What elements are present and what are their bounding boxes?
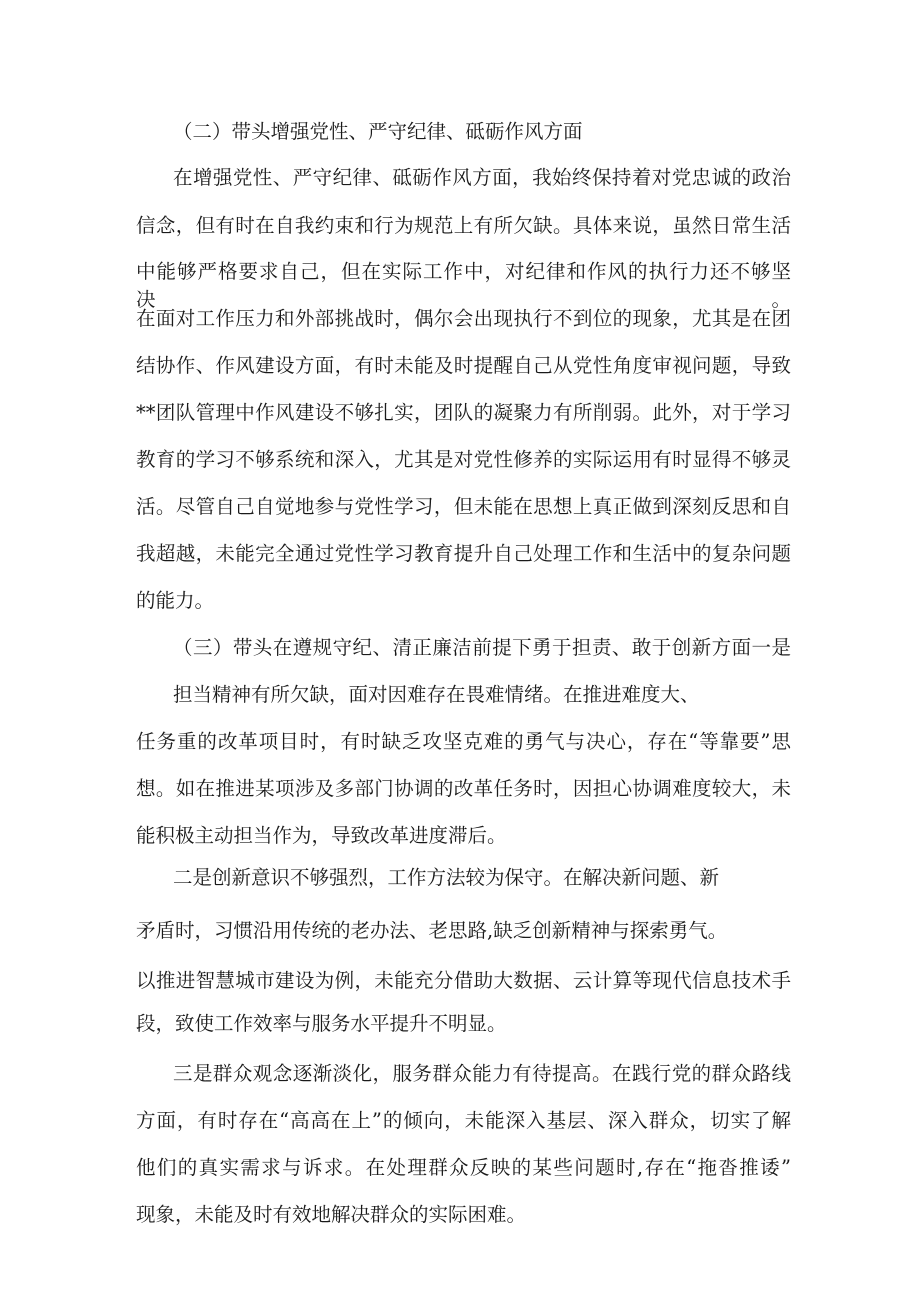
paragraph-line: 在面对工作压力和外部挑战时，偶尔会出现执行不到位的现象，尤其是在团 bbox=[136, 307, 791, 330]
paragraph-line: 活。尽管自己自觉地参与党性学习，但未能在思想上真正做到深刻反思和自 bbox=[136, 495, 791, 518]
paragraph-line: 结协作、作风建设方面，有时未能及时提醒自己从党性角度审视问题，导致 bbox=[136, 354, 791, 377]
paragraph-line: 现象，未能及时有效地解决群众的实际困难。 bbox=[136, 1203, 527, 1226]
paragraph-line: 任务重的改革项目时，有时缺乏攻坚克难的勇气与决心，存在“等靠要”思 bbox=[136, 730, 791, 753]
paragraph-line: 三是群众观念逐渐淡化，服务群众能力有待提高。在践行党的群众路线 bbox=[173, 1062, 791, 1085]
paragraph-line: 担当精神有所欠缺，面对因难存在畏难情绪。在推进难度大、 bbox=[173, 683, 700, 706]
paragraph-line: 教育的学习不够系统和深入，尤其是对党性修养的实际运用有时显得不够灵 bbox=[136, 448, 791, 471]
paragraph-line: 信念，但有时在自我约束和行为规范上有所欠缺。具体来说，虽然日常生活 bbox=[136, 214, 791, 237]
paragraph-line: 想。如在推进某项涉及多部门协调的改革任务时，因担心协调难度较大，未 bbox=[136, 777, 791, 800]
paragraph-line: 方面，有时存在“高高在上”的倾向，未能深入基层、深入群众，切实了解 bbox=[136, 1109, 791, 1132]
paragraph-line: 我超越，未能完全通过党性学习教育提升自己处理工作和生活中的复杂问题 bbox=[136, 542, 791, 565]
paragraph-line: 能积极主动担当作为，导致改革进度滞后。 bbox=[136, 824, 507, 847]
paragraph-line: 的能力。 bbox=[136, 589, 215, 612]
paragraph-line: **团队管理中作风建设不够扎实，团队的凝聚力有所削弱。此外，对于学习 bbox=[136, 401, 791, 424]
paragraph-line: 矛盾时，习惯沿用传统的老办法、老思路,缺乏创新精神与探索勇气。 bbox=[136, 919, 728, 942]
paragraph-line: 中能够严格要求自己，但在实际工作中，对纪律和作风的执行力还不够坚决。 bbox=[136, 260, 791, 311]
paragraph-line: 他们的真实需求与诉求。在处理群众反映的某些问题时,存在“拖沓推诿” bbox=[136, 1156, 791, 1179]
section-heading-3: （三）带头在遵规守纪、清正廉洁前提下勇于担责、敢于创新方面一是 bbox=[173, 636, 791, 659]
paragraph-line: 在增强党性、严守纪律、砥砺作风方面，我始终保持着对党忠诚的政治 bbox=[173, 166, 791, 189]
paragraph-line: 以推进智慧城市建设为例，未能充分借助大数据、云计算等现代信息技术手 bbox=[136, 969, 791, 992]
paragraph-line: 段，致使工作效率与服务水平提升不明显。 bbox=[136, 1012, 507, 1035]
paragraph-line: 二是创新意识不够强烈，工作方法较为保守。在解决新问题、新 bbox=[173, 866, 720, 889]
section-heading-2: （二）带头增强党性、严守纪律、砥砺作风方面 bbox=[173, 120, 583, 143]
